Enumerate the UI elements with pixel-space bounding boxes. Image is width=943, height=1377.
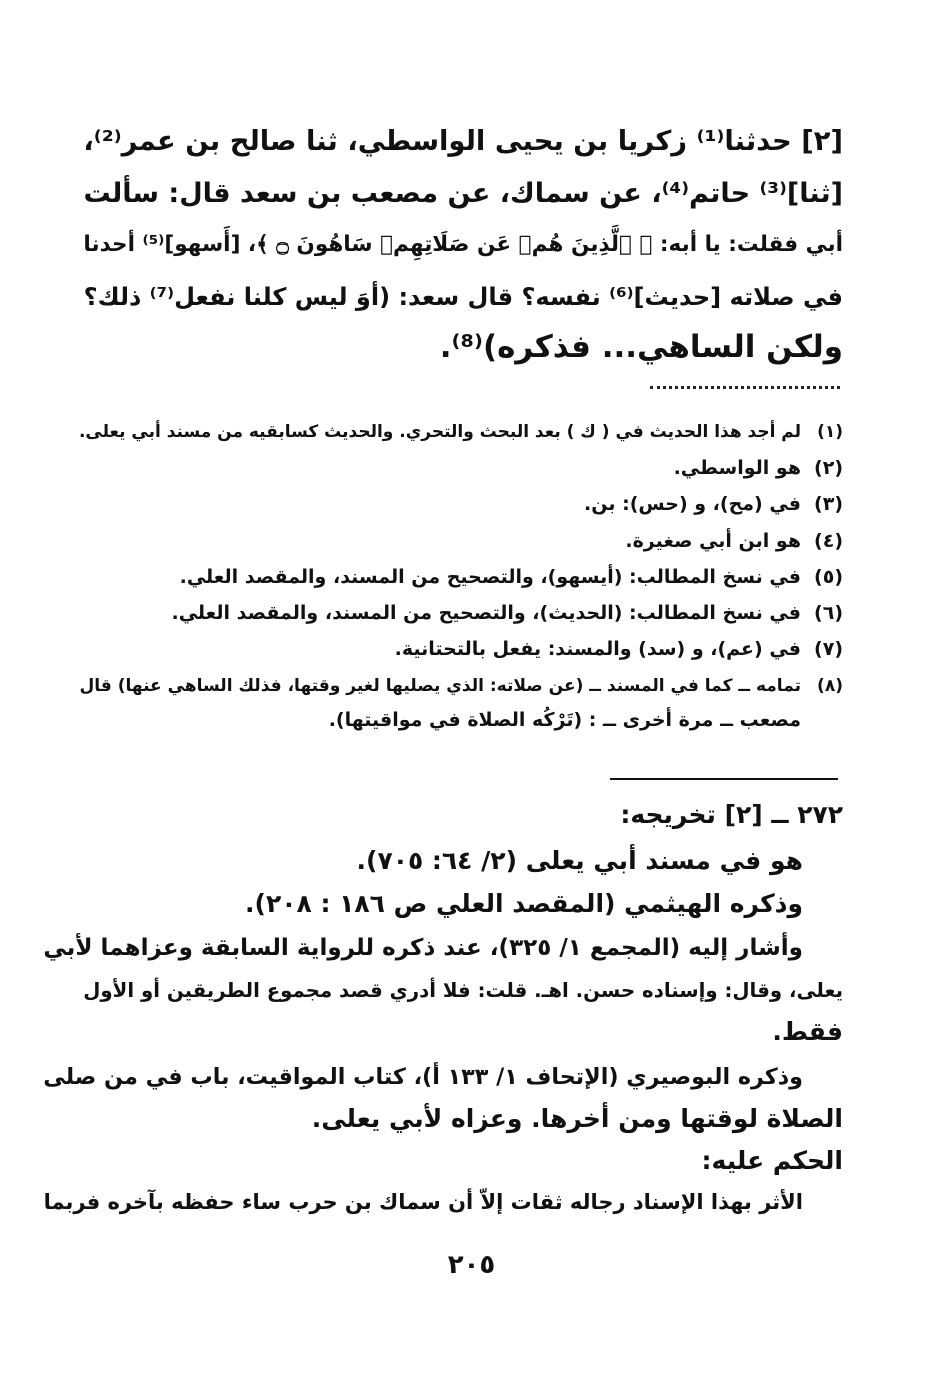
main-text-line-4: في صلاته [حديث]⁽⁶⁾ نفسه؟ قال سعد: (أوَ ليس كلنا نفعل⁽⁷⁾ ذلك؟	[83, 283, 843, 311]
footnote-1	[79, 420, 843, 444]
footnote-text: هو الواسطي.	[673, 457, 801, 479]
footnote-4	[625, 529, 843, 553]
footnote-number: (٨)	[817, 676, 843, 696]
footnote-number: (٣)	[814, 493, 843, 515]
footnote-6	[171, 601, 843, 625]
page-number: ٢٠٥	[447, 1250, 496, 1280]
footnote-2	[674, 456, 843, 480]
footnote-text: في (مح)، و (حس): بن.	[584, 493, 801, 515]
takhrij-line-1: هو في مسند أبي يعلى (٢/ ٦٤: ٧٠٥).	[356, 846, 803, 875]
footnote-number: (٥)	[814, 566, 843, 588]
footnote-text: هو ابن أبي صغيرة.	[625, 530, 801, 552]
takhrij-line-2: وذكره الهيثمي (المقصد العلي ص ١٨٦ : ٢٠٨).	[245, 889, 803, 918]
takhrij-line-6: وذكره البوصيري (الإتحاف ١/ ١٣٣ أ)، كتاب المواقيت، باب في من صلى	[43, 1064, 803, 1090]
takhrij-heading: ٢٧٢ ــ [٢] تخريجه:	[620, 800, 843, 829]
takhrij-line-5: فقط.	[772, 1017, 843, 1046]
footnote-8	[79, 674, 843, 698]
main-text-line-2: [ثنا]⁽³⁾ حاتم⁽⁴⁾، عن سماك، عن مصعب بن سعد قال: سألت	[83, 178, 843, 209]
footnote-text: في (عم)، و (سد) والمسند: يفعل بالتحتانية.	[394, 638, 801, 660]
footnote-text: تمامه ــ كما في المسند ــ (عن صلاته: الذي يصليها لغير وقتها، فذلك الساهي عنها) قال	[79, 676, 801, 696]
section-divider	[610, 778, 838, 780]
main-text-line-5: ولكن الساهي... فذكره)⁽⁸⁾.	[439, 329, 843, 365]
footnote-text: في نسخ المطالب: (الحديث)، والتصحيح من المسند، والمقصد العلي.	[171, 602, 801, 624]
main-text-line-1: [٢] حدثنا⁽¹⁾ زكريا بن يحيى الواسطي، ثنا صالح بن عمر⁽²⁾،	[83, 126, 843, 157]
footnote-5	[180, 565, 843, 589]
footnote-text: في نسخ المطالب: (أيسهو)، والتصحيح من المسند، والمقصد العلي.	[179, 566, 801, 588]
hukm-text: الأثر بهذا الإسناد رجاله ثقات إلاّ أن سماك بن حرب ساء حفظه بآخره فربما	[43, 1190, 803, 1214]
takhrij-line-4: يعلى، وقال: وإسناده حسن. اهـ. قلت: فلا أدري قصد مجموع الطريقين أو الأول	[83, 979, 843, 1002]
takhrij-line-3: وأشار إليه (المجمع ١/ ٣٢٥)، عند ذكره للرواية السابقة وعزاهما لأبي	[43, 935, 803, 961]
footnote-text: لم أجد هذا الحديث في ( ك ) بعد البحث والتحري. والحديث كسابقيه من مسند أبي يعلى.	[78, 422, 801, 442]
footnote-number: (٤)	[814, 530, 843, 552]
footnote-number: (٦)	[814, 602, 843, 624]
footnote-8-continuation: مصعب ــ مرة أخرى ــ : (تَرْكُه الصلاة في مواقيتها).	[328, 709, 801, 731]
footnote-number: (١)	[817, 422, 843, 442]
footnote-number: (٧)	[814, 638, 843, 660]
footnote-number: (٢)	[814, 457, 843, 479]
footnote-dotted-separator	[650, 386, 840, 389]
hukm-heading: الحكم عليه:	[701, 1146, 843, 1175]
footnote-3	[584, 492, 843, 516]
footnote-7	[395, 637, 843, 661]
takhrij-line-7: الصلاة لوقتها ومن أخرها. وعزاه لأبي يعلى.	[311, 1104, 843, 1133]
main-text-line-3: أبي فقلت: يا أبه: ﴿ ٱلَّذِينَ هُمۡ عَن صَلَاتِهِمۡ سَاهُونَ ۝ ﴾، [أَسهو]⁽⁵⁾ أحدنا	[83, 232, 843, 257]
